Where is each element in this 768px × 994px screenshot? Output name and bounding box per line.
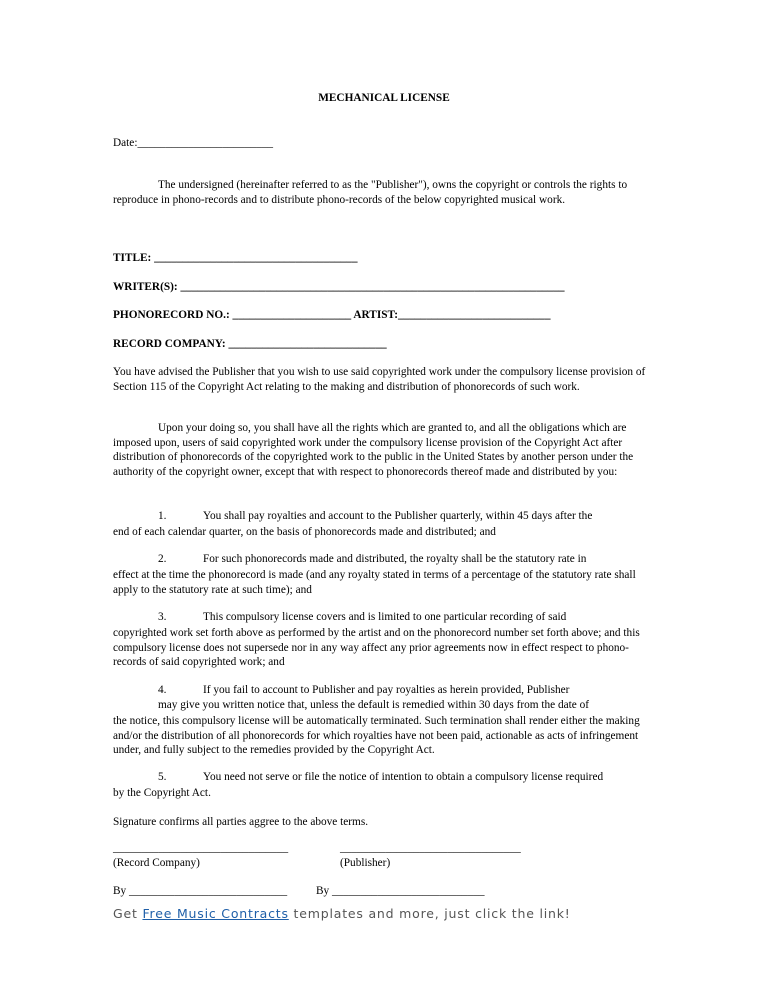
clause-text: the notice, this compulsory license will be automatically terminated. Such termination shall render either the making and/or the distribution of all phonorecords for which royalties have not been paid, actionable as acts of infringement under, and fully subject to the remedies provided by the Copyright Act. (113, 715, 640, 757)
upon-paragraph: Upon your doing so, you shall have all the rights which are granted to, and all the obligations which are imposed upon, users of said copyrighted work under the compulsory license provision of the Copyright Act after distribution of phonorecords of the copyrighted work to the public in the United States by another person under the authority of the copyright owner, except that with respect to phonorecords thereof made and distributed by you: (113, 422, 634, 479)
title-field: TITLE: ____________________________________ (113, 252, 358, 264)
clause-first-line: This compulsory license covers and is limited to one particular recording of said (203, 611, 567, 623)
clause-number: 2. (158, 553, 167, 565)
phonorecord-artist-field: PHONORECORD NO.: _____________________ ARTIST:___________________________ (113, 309, 551, 321)
footer-suffix: templates and more, just click the link! (288, 906, 571, 921)
publisher-signature-line: ________________________________ (340, 842, 521, 854)
clause-text: by the Copyright Act. (113, 787, 211, 799)
clause-text: effect at the time the phonorecord is made (and any royalty stated in terms of a percentage of the statutory rate shall apply to the statutory rate at such time); and (113, 569, 636, 596)
record-company-by-line: By ____________________________ (113, 885, 288, 897)
clause-first-line: If you fail to account to Publisher and pay royalties as herein provided, Publisher (203, 684, 570, 696)
clause-first-line: You shall pay royalties and account to the Publisher quarterly, within 45 days after the (203, 510, 593, 522)
clause-first-line: For such phonorecords made and distributed, the royalty shall be the statutory rate in (203, 553, 587, 565)
clause-number: 1. (158, 510, 167, 522)
clause-number: 3. (158, 611, 167, 623)
record-company-signature-line: _______________________________ (113, 842, 289, 854)
date-field: Date:________________________ (113, 137, 274, 149)
clause-text: copyrighted work set forth above as performed by the artist and on the phonorecord number set forth above; and this compulsory license does not supersede nor in any way affect any prior agreements now in effect respect to phono-records of said copyrighted work; and (113, 627, 640, 669)
intro-paragraph: The undersigned (hereinafter referred to as the "Publisher"), owns the copyright or controls the rights to reproduce in phono-records and to distribute phono-records of the below copyrighted musical work. (113, 179, 628, 206)
record-company-field: RECORD COMPANY: ____________________________ (113, 338, 387, 350)
footer-promo (113, 906, 571, 921)
footer-prefix: Get (113, 906, 143, 921)
clause-number: 4. (158, 684, 167, 696)
signature-note: Signature confirms all parties aggree to the above terms. (113, 816, 369, 828)
clause-second-line: may give you written notice that, unless the default is remedied within 30 days from the date of (158, 699, 590, 711)
publisher-by-line: By ___________________________ (316, 885, 485, 897)
document-title: MECHANICAL LICENSE (318, 92, 450, 104)
clause-text: end of each calendar quarter, on the basis of phonorecords made and distributed; and (113, 526, 496, 538)
writers-field: WRITER(S): ____________________________________________________________________ (113, 281, 565, 293)
advised-paragraph: You have advised the Publisher that you wish to use said copyrighted work under the compulsory license provision of Section 115 of the Copyright Act relating to the making and distribution of phonorecords of such work. (113, 366, 646, 393)
free-music-contracts-link[interactable]: Free Music Contracts (142, 906, 289, 921)
publisher-label: (Publisher) (340, 857, 391, 869)
record-company-label: (Record Company) (113, 857, 200, 869)
clause-number: 5. (158, 771, 167, 783)
clause-first-line: You need not serve or file the notice of intention to obtain a compulsory license required (203, 771, 604, 783)
